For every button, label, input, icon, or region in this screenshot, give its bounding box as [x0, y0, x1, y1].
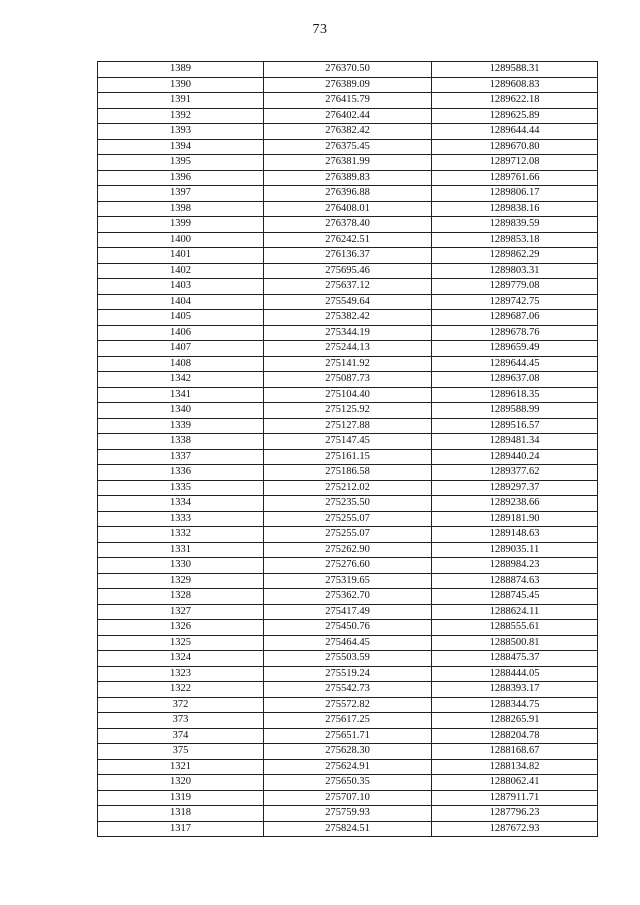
point-number-cell: 1398 [98, 201, 264, 217]
x-coordinate-cell: 276415.79 [264, 93, 432, 109]
point-number-cell: 1396 [98, 170, 264, 186]
point-number-cell: 1391 [98, 93, 264, 109]
table-row [98, 744, 598, 760]
y-coordinate-cell: 1289670.80 [432, 139, 598, 155]
x-coordinate-cell: 275212.02 [264, 480, 432, 496]
y-coordinate-cell: 1289678.76 [432, 325, 598, 341]
table-row [98, 279, 598, 295]
point-number-cell: 1322 [98, 682, 264, 698]
y-coordinate-cell: 1289377.62 [432, 465, 598, 481]
table-row [98, 635, 598, 651]
table-row [98, 62, 598, 78]
point-number-cell: 1340 [98, 403, 264, 419]
point-number-cell: 1331 [98, 542, 264, 558]
table-row [98, 775, 598, 791]
point-number-cell: 1405 [98, 310, 264, 326]
table-row [98, 697, 598, 713]
table-row [98, 77, 598, 93]
x-coordinate-cell: 275519.24 [264, 666, 432, 682]
point-number-cell: 1330 [98, 558, 264, 574]
point-number-cell: 1341 [98, 387, 264, 403]
y-coordinate-cell: 1289618.35 [432, 387, 598, 403]
x-coordinate-cell: 275628.30 [264, 744, 432, 760]
x-coordinate-cell: 275344.19 [264, 325, 432, 341]
table-row [98, 496, 598, 512]
x-coordinate-cell: 275262.90 [264, 542, 432, 558]
y-coordinate-cell: 1289637.08 [432, 372, 598, 388]
y-coordinate-cell: 1288444.05 [432, 666, 598, 682]
table-row [98, 682, 598, 698]
y-coordinate-cell: 1287796.23 [432, 806, 598, 822]
y-coordinate-cell: 1289625.89 [432, 108, 598, 124]
table-row [98, 170, 598, 186]
y-coordinate-cell: 1289588.31 [432, 62, 598, 78]
table-row [98, 651, 598, 667]
table-row [98, 263, 598, 279]
y-coordinate-cell: 1289839.59 [432, 217, 598, 233]
x-coordinate-cell: 275087.73 [264, 372, 432, 388]
x-coordinate-cell: 276242.51 [264, 232, 432, 248]
x-coordinate-cell: 275824.51 [264, 821, 432, 837]
point-number-cell: 1321 [98, 759, 264, 775]
y-coordinate-cell: 1289608.83 [432, 77, 598, 93]
y-coordinate-cell: 1288624.11 [432, 604, 598, 620]
x-coordinate-cell: 275244.13 [264, 341, 432, 357]
table-row [98, 589, 598, 605]
x-coordinate-cell: 276389.83 [264, 170, 432, 186]
y-coordinate-cell: 1289297.37 [432, 480, 598, 496]
table-row [98, 666, 598, 682]
point-number-cell: 1319 [98, 790, 264, 806]
x-coordinate-cell: 276136.37 [264, 248, 432, 264]
table-row [98, 403, 598, 419]
table-row [98, 573, 598, 589]
table-row [98, 93, 598, 109]
y-coordinate-cell: 1289803.31 [432, 263, 598, 279]
y-coordinate-cell: 1287911.71 [432, 790, 598, 806]
y-coordinate-cell: 1289761.66 [432, 170, 598, 186]
point-number-cell: 1339 [98, 418, 264, 434]
x-coordinate-cell: 276389.09 [264, 77, 432, 93]
x-coordinate-cell: 275141.92 [264, 356, 432, 372]
x-coordinate-cell: 275319.65 [264, 573, 432, 589]
x-coordinate-cell: 275417.49 [264, 604, 432, 620]
x-coordinate-cell: 275235.50 [264, 496, 432, 512]
table-row [98, 341, 598, 357]
y-coordinate-cell: 1288984.23 [432, 558, 598, 574]
table-row [98, 728, 598, 744]
table-row [98, 418, 598, 434]
point-number-cell: 375 [98, 744, 264, 760]
point-number-cell: 1326 [98, 620, 264, 636]
x-coordinate-cell: 275255.07 [264, 527, 432, 543]
table-row [98, 124, 598, 140]
point-number-cell: 1327 [98, 604, 264, 620]
y-coordinate-cell: 1289712.08 [432, 155, 598, 171]
point-number-cell: 1408 [98, 356, 264, 372]
x-coordinate-cell: 276381.99 [264, 155, 432, 171]
table-row [98, 759, 598, 775]
table-row [98, 542, 598, 558]
x-coordinate-cell: 275147.45 [264, 434, 432, 450]
point-number-cell: 1334 [98, 496, 264, 512]
x-coordinate-cell: 276402.44 [264, 108, 432, 124]
x-coordinate-cell: 275104.40 [264, 387, 432, 403]
table-row [98, 449, 598, 465]
point-number-cell: 1329 [98, 573, 264, 589]
x-coordinate-cell: 275549.64 [264, 294, 432, 310]
table-row [98, 294, 598, 310]
table-row [98, 325, 598, 341]
y-coordinate-cell: 1288265.91 [432, 713, 598, 729]
table-row [98, 527, 598, 543]
table-row [98, 821, 598, 837]
point-number-cell: 1328 [98, 589, 264, 605]
y-coordinate-cell: 1288393.17 [432, 682, 598, 698]
x-coordinate-cell: 276396.88 [264, 186, 432, 202]
point-number-cell: 1342 [98, 372, 264, 388]
coordinates-table-body [98, 62, 598, 837]
table-row [98, 201, 598, 217]
page-number: 73 [312, 22, 328, 37]
x-coordinate-cell: 275450.76 [264, 620, 432, 636]
y-coordinate-cell: 1289644.45 [432, 356, 598, 372]
y-coordinate-cell: 1289687.06 [432, 310, 598, 326]
point-number-cell: 1406 [98, 325, 264, 341]
x-coordinate-cell: 275382.42 [264, 310, 432, 326]
x-coordinate-cell: 275464.45 [264, 635, 432, 651]
y-coordinate-cell: 1288134.82 [432, 759, 598, 775]
y-coordinate-cell: 1288204.78 [432, 728, 598, 744]
y-coordinate-cell: 1289516.57 [432, 418, 598, 434]
x-coordinate-cell: 275637.12 [264, 279, 432, 295]
point-number-cell: 1332 [98, 527, 264, 543]
point-number-cell: 374 [98, 728, 264, 744]
x-coordinate-cell: 275542.73 [264, 682, 432, 698]
x-coordinate-cell: 276378.40 [264, 217, 432, 233]
point-number-cell: 1320 [98, 775, 264, 791]
x-coordinate-cell: 276370.50 [264, 62, 432, 78]
y-coordinate-cell: 1289481.34 [432, 434, 598, 450]
point-number-cell: 1333 [98, 511, 264, 527]
y-coordinate-cell: 1289838.16 [432, 201, 598, 217]
point-number-cell: 372 [98, 697, 264, 713]
x-coordinate-cell: 275127.88 [264, 418, 432, 434]
point-number-cell: 1390 [98, 77, 264, 93]
table-row [98, 434, 598, 450]
y-coordinate-cell: 1289644.44 [432, 124, 598, 140]
y-coordinate-cell: 1289238.66 [432, 496, 598, 512]
table-row [98, 372, 598, 388]
coordinates-table [97, 61, 598, 837]
table-row [98, 620, 598, 636]
y-coordinate-cell: 1288475.37 [432, 651, 598, 667]
table-row [98, 480, 598, 496]
y-coordinate-cell: 1289588.99 [432, 403, 598, 419]
y-coordinate-cell: 1289742.75 [432, 294, 598, 310]
x-coordinate-cell: 276408.01 [264, 201, 432, 217]
table-row [98, 248, 598, 264]
y-coordinate-cell: 1289035.11 [432, 542, 598, 558]
y-coordinate-cell: 1289779.08 [432, 279, 598, 295]
point-number-cell: 1335 [98, 480, 264, 496]
point-number-cell: 1407 [98, 341, 264, 357]
x-coordinate-cell: 275695.46 [264, 263, 432, 279]
x-coordinate-cell: 275617.25 [264, 713, 432, 729]
point-number-cell: 1325 [98, 635, 264, 651]
y-coordinate-cell: 1287672.93 [432, 821, 598, 837]
table-row [98, 356, 598, 372]
table-row [98, 387, 598, 403]
x-coordinate-cell: 275707.10 [264, 790, 432, 806]
table-row [98, 139, 598, 155]
y-coordinate-cell: 1289862.29 [432, 248, 598, 264]
y-coordinate-cell: 1289806.17 [432, 186, 598, 202]
point-number-cell: 1324 [98, 651, 264, 667]
table-row [98, 604, 598, 620]
table-row [98, 108, 598, 124]
x-coordinate-cell: 275651.71 [264, 728, 432, 744]
point-number-cell: 1403 [98, 279, 264, 295]
y-coordinate-cell: 1288062.41 [432, 775, 598, 791]
y-coordinate-cell: 1289440.24 [432, 449, 598, 465]
x-coordinate-cell: 275186.58 [264, 465, 432, 481]
table-row [98, 806, 598, 822]
table-row [98, 790, 598, 806]
y-coordinate-cell: 1288168.67 [432, 744, 598, 760]
x-coordinate-cell: 275276.60 [264, 558, 432, 574]
y-coordinate-cell: 1288874.63 [432, 573, 598, 589]
y-coordinate-cell: 1288745.45 [432, 589, 598, 605]
x-coordinate-cell: 275759.93 [264, 806, 432, 822]
point-number-cell: 1401 [98, 248, 264, 264]
y-coordinate-cell: 1288500.81 [432, 635, 598, 651]
point-number-cell: 1389 [98, 62, 264, 78]
y-coordinate-cell: 1289181.90 [432, 511, 598, 527]
table-row [98, 713, 598, 729]
y-coordinate-cell: 1289622.18 [432, 93, 598, 109]
x-coordinate-cell: 275125.92 [264, 403, 432, 419]
point-number-cell: 1393 [98, 124, 264, 140]
point-number-cell: 1318 [98, 806, 264, 822]
x-coordinate-cell: 275362.70 [264, 589, 432, 605]
point-number-cell: 1336 [98, 465, 264, 481]
point-number-cell: 1395 [98, 155, 264, 171]
point-number-cell: 1399 [98, 217, 264, 233]
point-number-cell: 1404 [98, 294, 264, 310]
y-coordinate-cell: 1289659.49 [432, 341, 598, 357]
point-number-cell: 1392 [98, 108, 264, 124]
x-coordinate-cell: 275503.59 [264, 651, 432, 667]
point-number-cell: 1400 [98, 232, 264, 248]
y-coordinate-cell: 1288344.75 [432, 697, 598, 713]
x-coordinate-cell: 276375.45 [264, 139, 432, 155]
table-row [98, 558, 598, 574]
point-number-cell: 373 [98, 713, 264, 729]
x-coordinate-cell: 275572.82 [264, 697, 432, 713]
y-coordinate-cell: 1288555.61 [432, 620, 598, 636]
table-row [98, 155, 598, 171]
x-coordinate-cell: 275624.91 [264, 759, 432, 775]
point-number-cell: 1338 [98, 434, 264, 450]
y-coordinate-cell: 1289853.18 [432, 232, 598, 248]
y-coordinate-cell: 1289148.63 [432, 527, 598, 543]
point-number-cell: 1402 [98, 263, 264, 279]
table-row [98, 511, 598, 527]
table-row [98, 465, 598, 481]
point-number-cell: 1397 [98, 186, 264, 202]
table-row [98, 232, 598, 248]
x-coordinate-cell: 275650.35 [264, 775, 432, 791]
point-number-cell: 1317 [98, 821, 264, 837]
table-row [98, 217, 598, 233]
point-number-cell: 1337 [98, 449, 264, 465]
table-row [98, 310, 598, 326]
x-coordinate-cell: 275255.07 [264, 511, 432, 527]
point-number-cell: 1394 [98, 139, 264, 155]
point-number-cell: 1323 [98, 666, 264, 682]
table-row [98, 186, 598, 202]
x-coordinate-cell: 275161.15 [264, 449, 432, 465]
x-coordinate-cell: 276382.42 [264, 124, 432, 140]
